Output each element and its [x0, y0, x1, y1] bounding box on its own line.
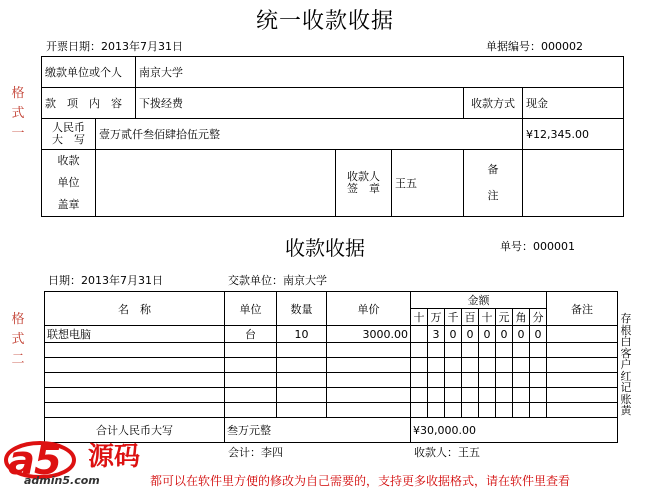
empty-cell[interactable] — [327, 343, 411, 358]
empty-digit — [479, 343, 496, 358]
row-digit: 0 — [462, 326, 479, 343]
payer-value[interactable]: 南京大学 — [136, 57, 624, 88]
empty-cell[interactable] — [327, 388, 411, 403]
pay-method-label: 收款方式 — [464, 88, 523, 119]
empty-digit — [411, 343, 428, 358]
digit-header: 万 — [428, 309, 445, 326]
row-digit: 0 — [496, 326, 513, 343]
row-digit — [411, 326, 428, 343]
digit-header: 十 — [479, 309, 496, 326]
row-digit: 0 — [530, 326, 547, 343]
empty-cell[interactable] — [45, 358, 225, 373]
form1-title: 统一收款收据 — [255, 9, 394, 34]
empty-digit — [445, 388, 462, 403]
empty-cell[interactable] — [225, 343, 277, 358]
col-qty-header: 数量 — [277, 292, 327, 326]
svg-text:a: a — [8, 438, 35, 484]
col-remark-header: 备注 — [547, 292, 618, 326]
empty-digit — [479, 403, 496, 418]
logo-text: 源码 — [88, 442, 141, 472]
payee-value[interactable]: 王五 — [392, 150, 464, 217]
digit-header: 十 — [411, 309, 428, 326]
total-words[interactable]: 叁万元整 — [225, 418, 411, 443]
footer-note: 都可以在软件里方便的修改为自己需要的，支持更多收据格式，请在软件里查看 — [150, 474, 571, 488]
rmb-words[interactable]: 壹万贰仟叁佰肆拾伍元整 — [96, 119, 523, 150]
empty-digit — [428, 373, 445, 388]
empty-cell[interactable] — [547, 403, 618, 418]
empty-cell[interactable] — [225, 403, 277, 418]
pay-method-value[interactable]: 现金 — [523, 88, 624, 119]
empty-cell[interactable] — [327, 358, 411, 373]
note-label-line-2: 注 — [487, 189, 499, 202]
empty-cell[interactable] — [327, 373, 411, 388]
svg-text:5: 5 — [34, 438, 62, 484]
empty-digit — [428, 343, 445, 358]
empty-digit — [513, 343, 530, 358]
payee-label-line-2: 签 章 — [347, 182, 380, 195]
row-qty[interactable]: 10 — [277, 326, 327, 343]
empty-digit — [530, 403, 547, 418]
form2-payer: 交款单位：南京大学 — [228, 274, 327, 287]
empty-cell[interactable] — [277, 373, 327, 388]
empty-digit — [496, 373, 513, 388]
item-label: 款 项 内 容 — [42, 88, 136, 119]
empty-digit — [428, 403, 445, 418]
row-remark[interactable] — [547, 326, 618, 343]
empty-cell[interactable] — [45, 343, 225, 358]
empty-digit — [530, 343, 547, 358]
payee-label-line-1: 收款人 — [347, 170, 380, 183]
empty-cell[interactable] — [277, 388, 327, 403]
empty-digit — [530, 388, 547, 403]
empty-digit — [445, 403, 462, 418]
empty-digit — [513, 388, 530, 403]
row-digit: 0 — [445, 326, 462, 343]
item-value[interactable]: 下拨经费 — [136, 88, 464, 119]
empty-cell[interactable] — [277, 403, 327, 418]
empty-cell[interactable] — [45, 388, 225, 403]
empty-digit — [479, 358, 496, 373]
empty-digit — [445, 373, 462, 388]
form2-title: 收款收据 — [285, 236, 365, 260]
empty-digit — [530, 358, 547, 373]
empty-cell[interactable] — [45, 403, 225, 418]
table-row — [45, 358, 618, 373]
empty-digit — [513, 358, 530, 373]
table-row — [45, 388, 618, 403]
note-area[interactable] — [523, 150, 624, 217]
empty-digit — [496, 388, 513, 403]
empty-digit — [496, 343, 513, 358]
empty-digit — [411, 388, 428, 403]
unit-label-line-2: 单位 — [57, 176, 80, 189]
empty-digit — [445, 358, 462, 373]
empty-cell[interactable] — [225, 388, 277, 403]
unit-seal-label — [42, 150, 96, 217]
unit-label-line-3: 盖章 — [57, 198, 80, 211]
empty-digit — [445, 343, 462, 358]
empty-digit — [462, 388, 479, 403]
rmb-label-line-1: 人民币 — [52, 121, 85, 134]
digit-header: 角 — [513, 309, 530, 326]
unit-seal-area[interactable] — [96, 150, 336, 217]
unit-label-line-1: 收款 — [57, 154, 80, 167]
table-row — [45, 326, 618, 343]
empty-digit — [411, 403, 428, 418]
table-row — [45, 403, 618, 418]
empty-cell[interactable] — [547, 343, 618, 358]
digit-header: 元 — [496, 309, 513, 326]
format-two-char-1: 格 — [11, 312, 25, 327]
row-digit: 0 — [479, 326, 496, 343]
accountant: 会计：李四 — [228, 446, 283, 459]
rmb-label-line-2: 大 写 — [52, 133, 85, 146]
table-row — [45, 373, 618, 388]
form2-table — [44, 291, 618, 443]
format-two-char-2: 式 — [11, 332, 25, 347]
empty-digit — [462, 343, 479, 358]
digit-header: 分 — [530, 309, 547, 326]
empty-cell[interactable] — [547, 388, 618, 403]
row-digit: 0 — [513, 326, 530, 343]
empty-digit — [462, 403, 479, 418]
note-label-line-1: 备 — [487, 163, 499, 176]
rmb-label — [42, 119, 96, 150]
form2-payee: 收款人：王五 — [414, 446, 480, 459]
col-unit-header: 单位 — [225, 292, 277, 326]
empty-digit — [428, 358, 445, 373]
empty-cell[interactable] — [547, 373, 618, 388]
empty-digit — [462, 358, 479, 373]
digit-header: 千 — [445, 309, 462, 326]
digit-header: 百 — [462, 309, 479, 326]
empty-cell[interactable] — [45, 373, 225, 388]
payer-label: 缴款单位或个人 — [42, 57, 136, 88]
table-row — [45, 343, 618, 358]
form2-number: 单号：000001 — [500, 240, 575, 253]
col-price-header: 单价 — [327, 292, 411, 326]
empty-digit — [513, 403, 530, 418]
copy-color-note: 存根白客户红记账黄 — [620, 312, 632, 417]
empty-cell[interactable] — [277, 358, 327, 373]
empty-digit — [496, 358, 513, 373]
row-unit[interactable]: 台 — [225, 326, 277, 343]
empty-digit — [530, 373, 547, 388]
row-price[interactable]: 3000.00 — [327, 326, 411, 343]
note-label — [464, 150, 523, 217]
empty-cell[interactable] — [225, 358, 277, 373]
total-amount[interactable]: ¥30,000.00 — [411, 418, 618, 443]
format-one-char-3: 一 — [11, 126, 25, 141]
empty-cell[interactable] — [327, 403, 411, 418]
empty-digit — [513, 373, 530, 388]
format-one-char-1: 格 — [11, 86, 25, 101]
empty-digit — [496, 403, 513, 418]
format-one-char-2: 式 — [11, 106, 25, 121]
receipt-number: 单据编号：000002 — [486, 40, 583, 53]
empty-digit — [479, 388, 496, 403]
empty-digit — [411, 358, 428, 373]
amount-value[interactable]: ¥12,345.00 — [523, 119, 624, 150]
col-name-header: 名 称 — [45, 292, 225, 326]
empty-digit — [428, 388, 445, 403]
empty-digit — [479, 373, 496, 388]
total-label: 合计人民币大写 — [45, 418, 225, 443]
logo-domain: admin5.com — [24, 474, 100, 487]
issue-date: 开票日期：2013年7月31日 — [46, 40, 183, 53]
col-amount-header: 金额 — [411, 292, 547, 309]
empty-digit — [411, 373, 428, 388]
empty-digit — [462, 373, 479, 388]
format-two-char-3: 二 — [11, 352, 25, 367]
format-one-label — [10, 84, 26, 144]
form1-table — [41, 56, 624, 217]
form2-date: 日期：2013年7月31日 — [48, 274, 163, 287]
row-name[interactable]: 联想电脑 — [45, 326, 225, 343]
format-two-label — [10, 310, 26, 370]
empty-cell[interactable] — [225, 373, 277, 388]
empty-cell[interactable] — [547, 358, 618, 373]
empty-cell[interactable] — [277, 343, 327, 358]
row-digit: 3 — [428, 326, 445, 343]
payee-label — [336, 150, 392, 217]
